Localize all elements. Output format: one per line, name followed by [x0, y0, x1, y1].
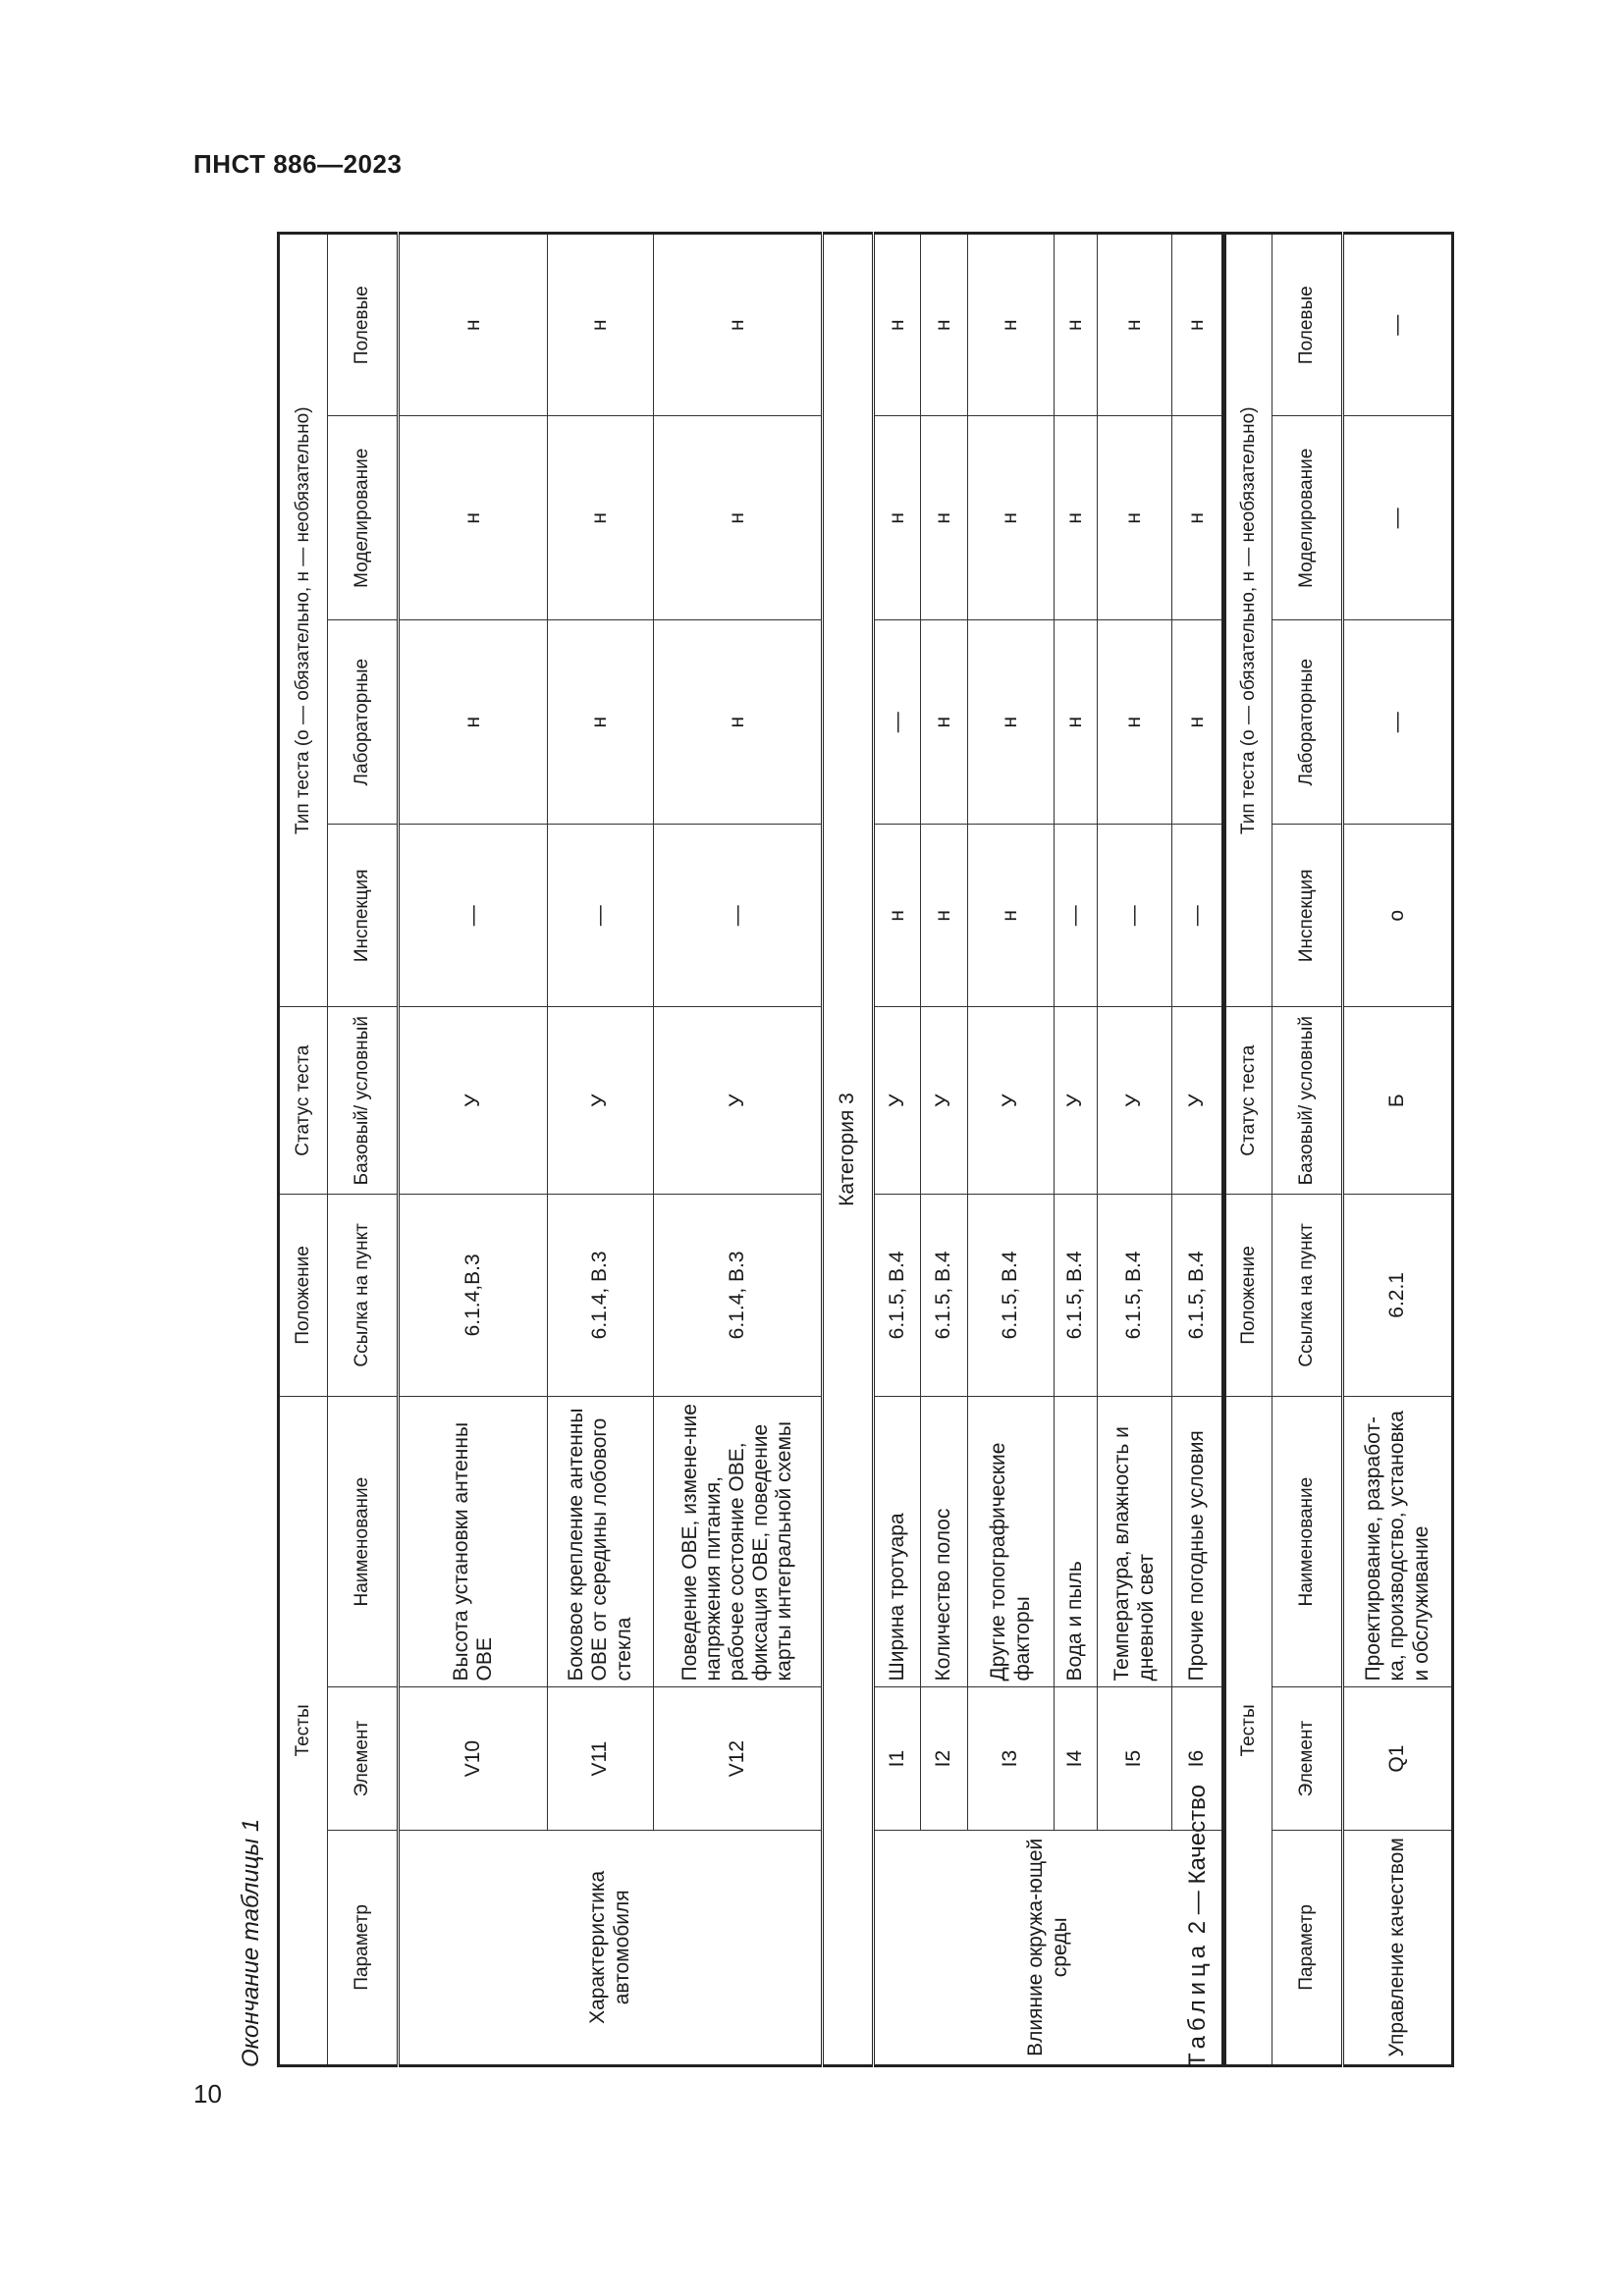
th-element: Элемент — [328, 1687, 399, 1830]
field-cell: — — [1343, 234, 1453, 416]
element-cell: I2 — [921, 1687, 968, 1830]
element-cell: V11 — [548, 1687, 654, 1830]
ref-cell: 6.1.4, В.3 — [548, 1195, 654, 1397]
table-row — [1343, 234, 1453, 2066]
lab-cell: н — [921, 620, 968, 825]
name-cell: Количество полос — [921, 1396, 968, 1687]
inspection-cell: — — [1172, 825, 1223, 1007]
element-cell: I1 — [874, 1687, 921, 1830]
lab-cell: н — [968, 620, 1055, 825]
modeling-cell: н — [548, 416, 654, 620]
name-cell: Высота установки антенны ОВЕ — [399, 1396, 548, 1687]
th-position: Положение — [279, 1195, 328, 1397]
table-row — [968, 234, 1055, 2066]
th-element: Элемент — [1272, 1687, 1343, 1830]
category-cell: Категория 3 — [823, 234, 874, 2066]
th-inspection: Инспекция — [328, 825, 399, 1007]
field-cell: н — [654, 234, 823, 416]
field-cell: н — [968, 234, 1055, 416]
name-cell: Прочие погодные условия — [1172, 1396, 1223, 1687]
param-cell: Влияние окружа-ющей среды — [874, 1830, 1223, 2065]
inspection-cell: — — [548, 825, 654, 1007]
status-cell: У — [654, 1007, 823, 1195]
lab-cell: н — [1172, 620, 1223, 825]
inspection-cell: — — [654, 825, 823, 1007]
table-row — [1098, 234, 1172, 2066]
modeling-cell: н — [654, 416, 823, 620]
field-cell: н — [399, 234, 548, 416]
th-lab: Лабораторные — [1272, 620, 1343, 825]
ref-cell: 6.1.5, В.4 — [1055, 1195, 1098, 1397]
lab-cell: н — [654, 620, 823, 825]
modeling-cell: н — [1098, 416, 1172, 620]
name-cell: Проектирование, разработ-ка, производство, установка и обслуживание — [1343, 1396, 1453, 1687]
th-lab: Лабораторные — [328, 620, 399, 825]
ref-cell: 6.1.5, В.4 — [968, 1195, 1055, 1397]
name-cell: Температура, влажность и дневной свет — [1098, 1396, 1172, 1687]
lab-cell: — — [874, 620, 921, 825]
param-cell: Характеристика автомобиля — [399, 1830, 823, 2065]
th-name: Наименование — [328, 1396, 399, 1687]
lab-cell: н — [1055, 620, 1098, 825]
table-row — [921, 234, 968, 2066]
table2-header-row1 — [1225, 234, 1272, 2066]
th-status-group: Статус теста — [1225, 1007, 1272, 1195]
ref-cell: 6.1.5, В.4 — [874, 1195, 921, 1397]
th-status-group: Статус теста — [279, 1007, 328, 1195]
name-cell: Вода и пыль — [1055, 1396, 1098, 1687]
th-field: Полевые — [1272, 234, 1343, 416]
field-cell: н — [1055, 234, 1098, 416]
element-cell: V12 — [654, 1687, 823, 1830]
table-row — [399, 234, 548, 2066]
table2-caption-rest: 2 — Качество — [1184, 1785, 1211, 1935]
field-cell: н — [1172, 234, 1223, 416]
th-tests: Тесты — [1225, 1396, 1272, 2065]
status-cell: Б — [1343, 1007, 1453, 1195]
table2-rotated-block — [1178, 232, 1433, 2067]
table1-caption: Окончание таблицы 1 — [238, 1818, 264, 2067]
th-status: Базовый/ условный — [328, 1007, 399, 1195]
inspection-cell: о — [1343, 825, 1453, 1007]
th-ref: Ссылка на пункт — [328, 1195, 399, 1397]
th-modeling: Моделирование — [328, 416, 399, 620]
element-cell: I4 — [1055, 1687, 1098, 1830]
inspection-cell: — — [399, 825, 548, 1007]
th-position: Положение — [1225, 1195, 1272, 1397]
inspection-cell: н — [968, 825, 1055, 1007]
element-cell: I6 — [1172, 1687, 1223, 1830]
field-cell: н — [921, 234, 968, 416]
ref-cell: 6.1.4, В.3 — [654, 1195, 823, 1397]
ref-cell: 6.2.1 — [1343, 1195, 1453, 1397]
modeling-cell: н — [874, 416, 921, 620]
name-cell: Ширина тротуара — [874, 1396, 921, 1687]
th-type-group: Тип теста (о — обязательно, н — необязательно) — [1225, 234, 1272, 1007]
status-cell: У — [968, 1007, 1055, 1195]
table-row — [548, 234, 654, 2066]
document-number: ПНСТ 886—2023 — [193, 149, 403, 179]
status-cell: У — [1172, 1007, 1223, 1195]
modeling-cell: н — [1055, 416, 1098, 620]
element-cell: V10 — [399, 1687, 548, 1830]
th-ref: Ссылка на пункт — [1272, 1195, 1343, 1397]
modeling-cell: н — [921, 416, 968, 620]
status-cell: У — [874, 1007, 921, 1195]
th-inspection: Инспекция — [1272, 825, 1343, 1007]
modeling-cell: н — [1172, 416, 1223, 620]
status-cell: У — [1055, 1007, 1098, 1195]
th-type-group: Тип теста (о — обязательно, н — необязательно) — [279, 234, 328, 1007]
inspection-cell: н — [921, 825, 968, 1007]
element-cell: I5 — [1098, 1687, 1172, 1830]
ref-cell: 6.1.5, В.4 — [1098, 1195, 1172, 1397]
status-cell: У — [921, 1007, 968, 1195]
ref-cell: 6.1.5, В.4 — [921, 1195, 968, 1397]
param-cell: Управление качеством — [1343, 1830, 1453, 2065]
table2-caption — [1178, 232, 1223, 2067]
field-cell: н — [1098, 234, 1172, 416]
modeling-cell: н — [968, 416, 1055, 620]
field-cell: н — [548, 234, 654, 416]
th-status: Базовый/ условный — [1272, 1007, 1343, 1195]
lab-cell: — — [1343, 620, 1453, 825]
lab-cell: н — [548, 620, 654, 825]
table-row — [654, 234, 823, 2066]
name-cell: Поведение ОВЕ, измене-ние напряжения питания, рабочее состояние ОВЕ, фиксация ОВЕ, поведение карты интегральной схемы — [654, 1396, 823, 1687]
th-name: Наименование — [1272, 1396, 1343, 1687]
lab-cell: н — [399, 620, 548, 825]
status-cell: У — [1098, 1007, 1172, 1195]
table1-header-row2 — [328, 234, 399, 2066]
status-cell: У — [399, 1007, 548, 1195]
ref-cell: 6.1.5, В.4 — [1172, 1195, 1223, 1397]
table-row — [874, 234, 921, 2066]
table2 — [1223, 232, 1454, 2067]
name-cell: Другие топографические факторы — [968, 1396, 1055, 1687]
element-cell: I3 — [968, 1687, 1055, 1830]
table1 — [277, 232, 1224, 2067]
th-tests: Тесты — [279, 1396, 328, 2065]
inspection-cell: — — [1055, 825, 1098, 1007]
th-param: Параметр — [1272, 1830, 1343, 2065]
th-param: Параметр — [328, 1830, 399, 2065]
table2-caption-prefix: Таблица — [1184, 1940, 1211, 2067]
field-cell: н — [874, 234, 921, 416]
modeling-cell: н — [399, 416, 548, 620]
th-modeling: Моделирование — [1272, 416, 1343, 620]
inspection-cell: н — [874, 825, 921, 1007]
lab-cell: н — [1098, 620, 1172, 825]
element-cell: Q1 — [1343, 1687, 1453, 1830]
th-field: Полевые — [328, 234, 399, 416]
modeling-cell: — — [1343, 416, 1453, 620]
table1-header-row1 — [279, 234, 328, 2066]
table2-header-row2 — [1272, 234, 1343, 2066]
name-cell: Боковое крепление антенны ОВЕ от середины лобового стекла — [548, 1396, 654, 1687]
ref-cell: 6.1.4,В.3 — [399, 1195, 548, 1397]
category-row — [823, 234, 874, 2066]
page-number: 10 — [193, 2079, 222, 2109]
inspection-cell: — — [1098, 825, 1172, 1007]
table-row — [1055, 234, 1098, 2066]
status-cell: У — [548, 1007, 654, 1195]
